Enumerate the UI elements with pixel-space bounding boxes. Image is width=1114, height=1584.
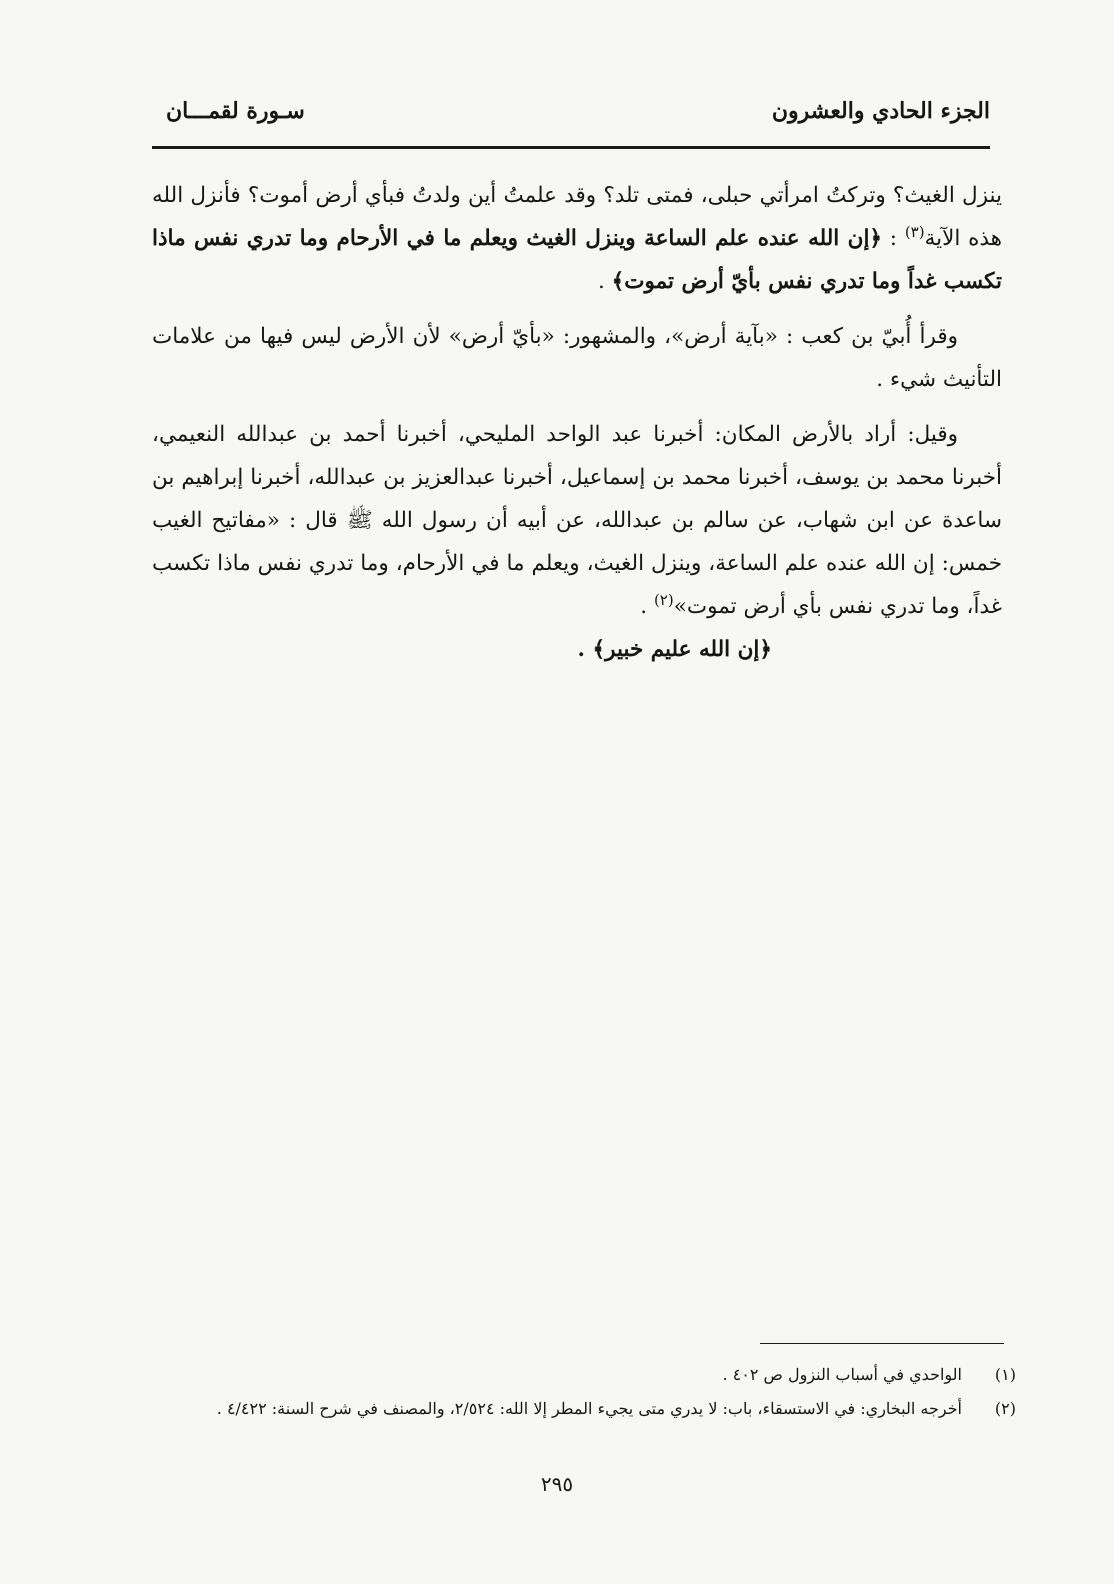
paragraph-3-end: . (640, 594, 654, 619)
footnote-1-text: الواحدي في أسباب النزول ص ٤٠٢ . (722, 1365, 962, 1384)
footnote-divider (760, 1343, 1004, 1344)
footnote-2-text: أخرجه البخاري: في الاستسقاء، باب: لا يدري متى يجيء المطر إلا الله: ٢/٥٢٤، والمصنف في شرح السنة: ٤/٤٢٢ . (216, 1399, 962, 1418)
footnote-1-number: (١) (994, 1365, 1016, 1384)
part-title: الجزء الحادي والعشرون (771, 98, 990, 124)
paragraph-1-colon: : (882, 226, 905, 251)
header-divider (152, 146, 990, 149)
paragraph-3 (152, 413, 1002, 628)
footnotes (136, 1358, 1016, 1426)
final-verse-text: ﴿إن الله عليم خبير﴾ (592, 637, 772, 662)
quran-verse: ﴿إن الله عنده علم الساعة وينزل الغيث ويعلم ما في الأرحام وما تدري نفس ماذا تكسب غداً وما تدري نفس بأيّ أرض تموت﴾ (152, 226, 1002, 294)
footnote-ref-3: (٣) (904, 222, 925, 241)
final-verse (152, 628, 1002, 671)
paragraph-1-text: ينزل الغيث؟ وتركتُ امرأتي حبلى، فمتى تلد؟ وقد علمتُ أين ولدتُ فبأي أرض أموت؟ فأنزل الله هذه الآية (152, 183, 1002, 251)
footnote-2 (136, 1392, 1016, 1426)
paragraph-1 (152, 174, 1002, 303)
footnote-1 (136, 1358, 1016, 1392)
paragraph-3-text: وقيل: أراد بالأرض المكان: أخبرنا عبد الواحد المليحي، أخبرنا أحمد بن عبدالله النعيمي، أخبرنا محمد بن يوسف، أخبرنا محمد بن إسماعيل، أخبرنا عبدالعزيز بن عبدالله، أخبرنا إبراهيم بن ساعدة عن ابن شهاب، عن سالم بن عبدالله، عن أبيه أن رسول الله ﷺ قال : «مفاتيح الغيب خمس: إن الله عنده علم الساعة، وينزل الغيث، ويعلم ما في الأرحام، وما تدري نفس ماذا تكسب غداً، وما تدري نفس بأي أرض تموت» (152, 422, 1002, 619)
page-number: ٢٩٥ (540, 1472, 574, 1496)
paragraph-2: وقرأ أُبيّ بن كعب : «بآية أرض»، والمشهور: «بأيّ أرض» لأن الأرض ليس فيها من علامات التأنيث شيء . (152, 324, 1002, 392)
final-verse-end: . (577, 637, 593, 662)
footnote-ref-2: (٢) (653, 590, 674, 609)
paragraph-1-end: . (598, 269, 612, 294)
running-header (152, 92, 990, 136)
main-text (152, 174, 1002, 671)
footnote-2-number: (٢) (994, 1399, 1016, 1418)
surah-title: سـورة لقمـــان (166, 98, 305, 124)
